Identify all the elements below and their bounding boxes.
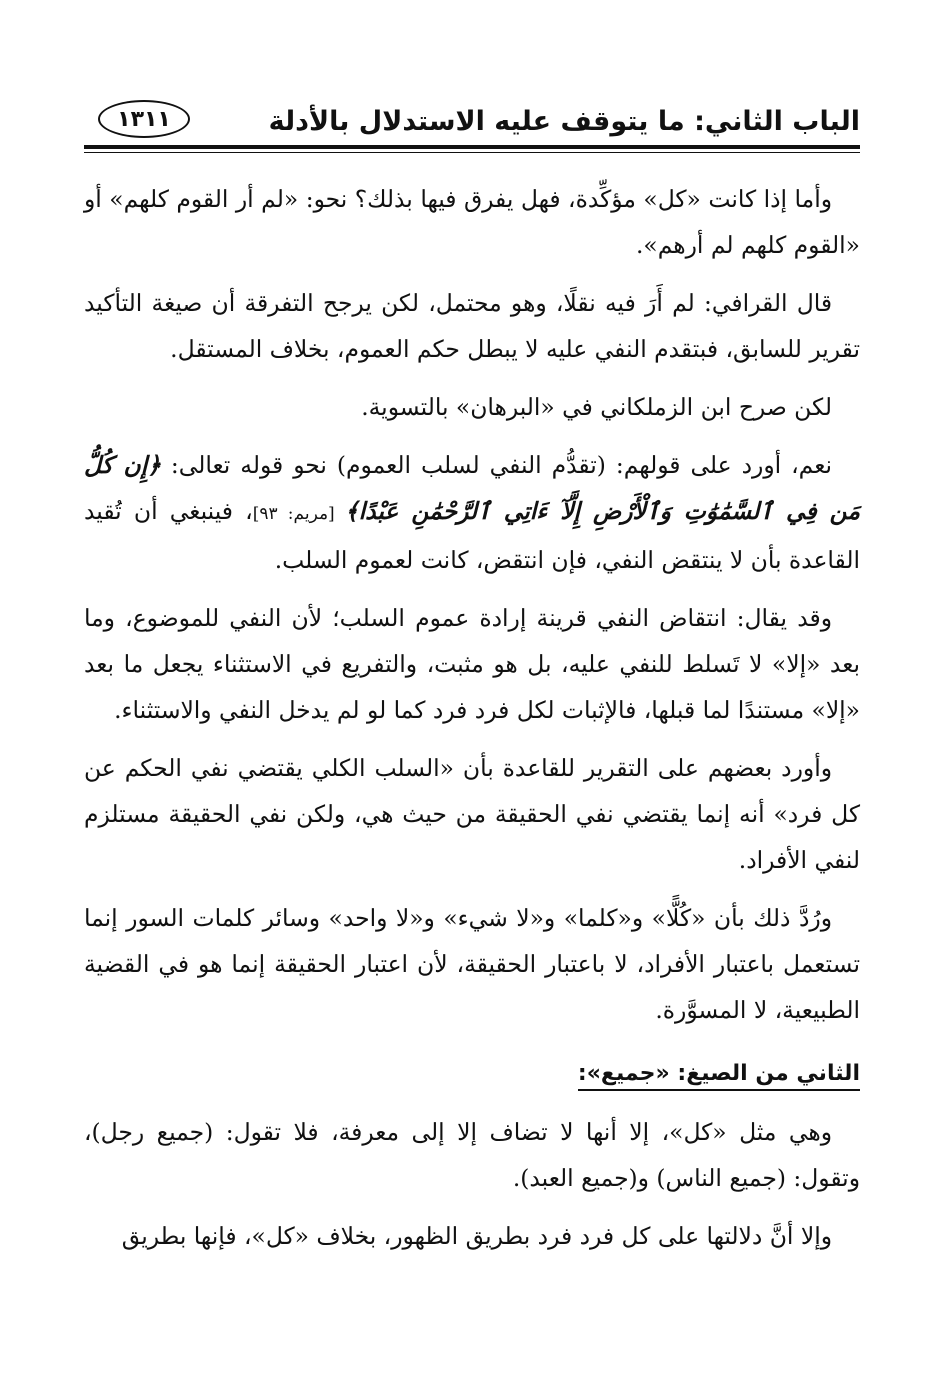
paragraph-text: ، فينبغي أن تُقيد القاعدة بأن لا ينتقض النفي، فإن انتقض، كانت لعموم السلب. bbox=[84, 497, 860, 574]
paragraph: ورُدَّ ذلك بأن «كُلًّا» و«كلما» و«لا شيء» و«لا واحد» وسائر كلمات السور إنما تستعمل باعتبار الأفراد، لا باعتبار الحقيقة، لأن اعتبار الحقيقة إنما هو في القضية الطبيعية، لا المسوَّرة. bbox=[84, 904, 860, 1024]
paragraph: وقد يقال: انتقاض النفي قرينة إرادة عموم السلب؛ لأن النفي للموضوع، وما بعد «إلا» لا تَسلط للنفي عليه، بل هو مثبت، والتفريع في الاستثناء يجعل ما بعد «إلا» مستندًا لما قبلها، فالإثبات لكل فرد فرد كما لو لم يدخل النفي والاستثناء. bbox=[84, 604, 860, 724]
header-rule-thin bbox=[84, 152, 860, 153]
paragraph: وهي مثل «كل»، إلا أنها لا تضاف إلا إلى معرفة، فلا تقول: (جميع رجل)، وتقول: (جميع الناس) و(جميع العبد). bbox=[84, 1118, 860, 1192]
quran-verse: ﴿إِن كُلُّ مَن فِي ٱلسَّمَٰوَٰتِ وَٱلْأَرْضِ إِلَّآ ءَاتِي ٱلرَّحْمَٰنِ عَبْدًا﴾ bbox=[84, 451, 860, 525]
chapter-title: الباب الثاني: ما يتوقف عليه الاستدلال بالأدلة bbox=[268, 106, 860, 137]
paragraph: وأما إذا كانت «كل» مؤكِّدة، فهل يفرق فيها بذلك؟ نحو: «لم أر القوم كلهم» أو «القوم كلهم لم أرهم». bbox=[84, 185, 860, 259]
page-number: ١٣١١ bbox=[98, 100, 190, 138]
section-heading bbox=[84, 1051, 860, 1097]
paragraph-text: نعم، أورد على قولهم: (تقدُّم النفي لسلب العموم) نحو قوله تعالى: bbox=[160, 451, 833, 479]
paragraph-with-verse bbox=[84, 442, 860, 583]
paragraph: وأورد بعضهم على التقرير للقاعدة بأن «السلب الكلي يقتضي نفي الحكم عن كل فرد» أنه إنما يقتضي نفي الحقيقة من حيث هي، ولكن نفي الحقيقة مستلزم لنفي الأفراد. bbox=[84, 754, 860, 874]
section-heading-text: الثاني من الصيغ: «جميع»: bbox=[578, 1061, 860, 1091]
page-header bbox=[98, 92, 860, 142]
paragraph: قال القرافي: لم أَرَ فيه نقلًا، وهو محتمل، لكن يرجح التفرقة أن صيغة التأكيد تقرير للسابق، فبتقدم النفي عليه لا يبطل حكم العموم، بخلاف المستقل. bbox=[84, 289, 860, 363]
verse-citation: [مريم: ٩٣] bbox=[252, 504, 345, 524]
body-text bbox=[84, 176, 860, 1271]
header-rule-thick bbox=[84, 145, 860, 149]
paragraph: لكن صرح ابن الزملكاني في «البرهان» بالتسوية. bbox=[361, 393, 832, 421]
paragraph: وإلا أنَّ دلالتها على كل فرد فرد بطريق الظهور، بخلاف «كل»، فإنها بطريق bbox=[121, 1222, 832, 1250]
